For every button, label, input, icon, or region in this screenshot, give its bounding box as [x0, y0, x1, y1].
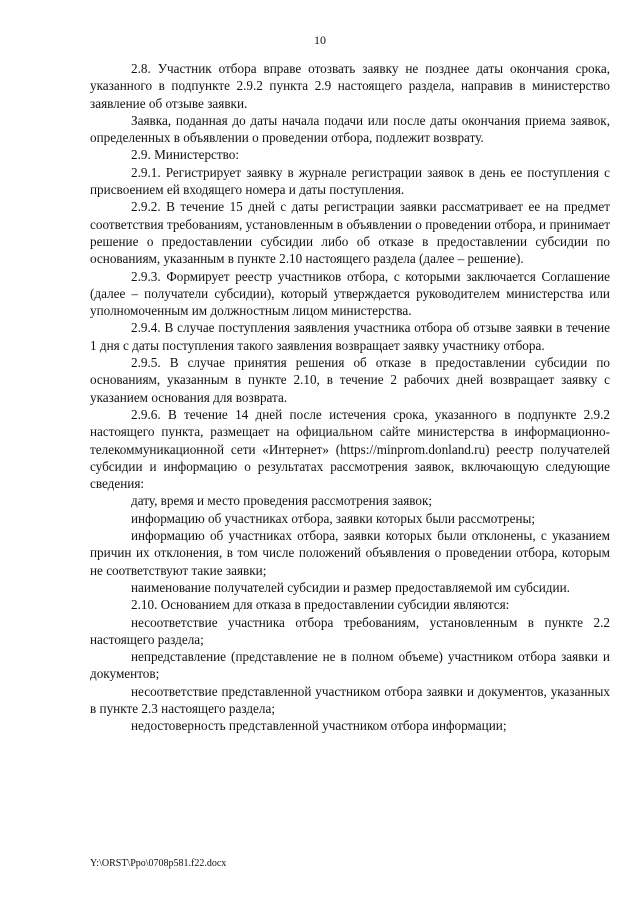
document-body — [90, 60, 610, 735]
paragraph: 2.9. Министерство: — [131, 147, 240, 163]
paragraph: 2.9.5. В случае принятия решения об отказе в предоставлении субсидии по основаниям, указанным в пункте 2.10, в течение 2 рабочих дней возвращает заявку с указанием основания для возврата. — [90, 355, 610, 405]
list-item: информацию об участниках отбора, заявки которых были рассмотрены; — [131, 510, 536, 526]
footer-file-path: Y:\ORST\Ppo\0708p581.f22.docx — [90, 858, 227, 869]
list-item: дату, время и место проведения рассмотрения заявок; — [131, 493, 433, 509]
paragraph: 2.8. Участник отбора вправе отозвать заявку не позднее даты окончания срока, указанного в подпункте 2.9.2 пункта 2.9 настоящего раздела, направив в министерство заявление об отзыве заявки. — [90, 61, 610, 111]
paragraph: 2.10. Основанием для отказа в предоставлении субсидии являются: — [131, 597, 510, 613]
list-item: несоответствие представленной участником отбора заявки и документов, указанных в пункте 2.3 настоящего раздела; — [90, 683, 610, 716]
list-item: информацию об участниках отбора, заявки которых были отклонены, с указанием причин их отклонения, в том числе положений объявления о проведении отбора, которым не соответствуют такие заявки; — [90, 528, 610, 578]
paragraph: 2.9.1. Регистрирует заявку в журнале регистрации заявок в день ее поступления с присвоением ей входящего номера и даты поступления. — [90, 164, 610, 198]
paragraph: 2.9.4. В случае поступления заявления участника отбора об отзыве заявки в течение 1 дня с даты поступления такого заявления возвращает заявку участнику отбора. — [90, 320, 610, 353]
page-number: 10 — [314, 33, 326, 47]
list-item: недостоверность представленной участником отбора информации; — [131, 718, 507, 734]
list-item: наименование получателей субсидии и размер предоставляемой им субсидии. — [131, 579, 570, 595]
paragraph: Заявка, поданная до даты начала подачи или после даты окончания приема заявок, определенных в объявлении о проведении отбора, подлежит возврату. — [90, 112, 610, 146]
paragraph: 2.9.2. В течение 15 дней с даты регистрации заявки рассматривает ее на предмет соответствия требованиям, установленным в объявлении о проведении отбора, и принимает решение о предоставлении субсидии либо об отказе в предоставлении субсидии по основаниям, указанным в пункте 2.10 настоящего раздела (далее – решение). — [90, 199, 610, 267]
list-item: непредставление (представление не в полном объеме) участником отбора заявки и документов; — [90, 649, 610, 682]
paragraph: 2.9.6. В течение 14 дней после истечения срока, указанного в подпункте 2.9.2 настоящего пункта, размещает на официальном сайте министерства в информационно-телекоммуникационной сети «Интернет» (https://minprom.donland.ru) реестр получателей субсидии и информацию о результатах рассмотрения заявок, включающую следующие сведения: — [90, 406, 610, 492]
list-item: несоответствие участника отбора требованиям, установленным в пункте 2.2 настоящего раздела; — [90, 614, 610, 647]
paragraph: 2.9.3. Формирует реестр участников отбора, с которыми заключается Соглашение (далее – получатели субсидии), который утверждается руководителем министерства или уполномоченным им должностным лицом министерства. — [90, 268, 610, 319]
